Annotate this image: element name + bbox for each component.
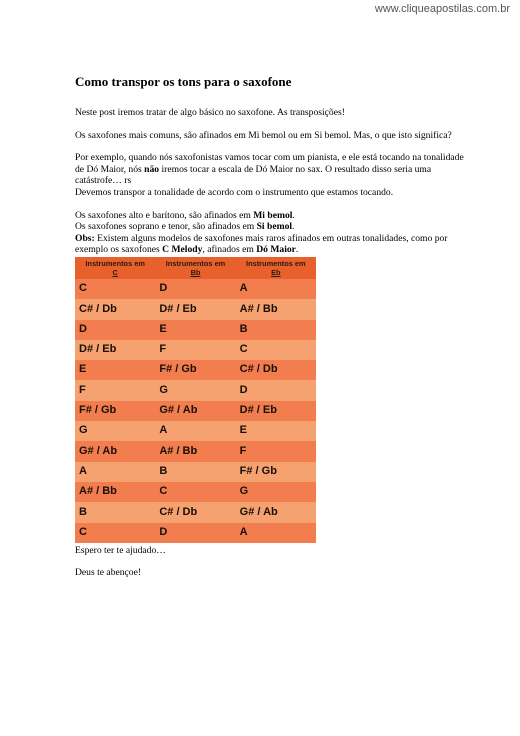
watermark: www.cliqueapostilas.com.br (374, 3, 510, 15)
table-cell: F (155, 340, 235, 360)
table-cell: D (236, 380, 316, 400)
header-eb-key: Eb (271, 267, 281, 277)
table-cell: A# / Bb (236, 299, 316, 319)
closing-line-1: Espero ter te ajudado… (75, 544, 166, 556)
table-cell: D# / Eb (155, 299, 235, 319)
header-c-key: C (112, 267, 118, 277)
table-cell: D (155, 279, 235, 299)
question-paragraph: Os saxofones mais comuns, são afinados em Mi bemol ou em Si bemol. Mas, o que isto significa? (75, 129, 452, 141)
table-row (75, 462, 316, 482)
table-cell: C (155, 482, 235, 502)
table-cell: C (75, 279, 155, 299)
table-row (75, 502, 316, 522)
table-cell: A (155, 421, 235, 441)
table-cell: D (155, 523, 235, 543)
table-cell: F# / Gb (236, 462, 316, 482)
table-cell: G# / Ab (155, 401, 235, 421)
table-row (75, 523, 316, 543)
table-cell: F# / Gb (155, 360, 235, 380)
obs-period: . (295, 244, 299, 256)
header-c-label: Instrumentos em (85, 258, 145, 268)
table-cell: D# / Eb (236, 401, 316, 421)
table-cell: A (236, 523, 316, 543)
alto-key: Mi bemol (253, 209, 293, 221)
table-cell: D# / Eb (75, 340, 155, 360)
table-cell: C (236, 340, 316, 360)
soprano-text: Os saxofones soprano e tenor, são afinados em (75, 221, 257, 233)
obs-text-c: , afinados em (202, 244, 257, 256)
table-cell: C# / Db (155, 502, 235, 522)
obs-paragraph (75, 233, 465, 256)
table-cell: G# / Ab (75, 441, 155, 461)
table-row (75, 299, 316, 319)
table-cell: B (155, 462, 235, 482)
table-cell: F (236, 441, 316, 461)
soprano-tenor-line (75, 221, 465, 233)
table-cell: G (236, 482, 316, 502)
alto-period: . (292, 209, 295, 221)
c-melody: C Melody (162, 244, 203, 256)
table-cell: B (75, 502, 155, 522)
table-cell: A# / Bb (75, 482, 155, 502)
example-emphasis: não (144, 163, 160, 175)
header-c (75, 257, 155, 279)
obs-label: Obs: (75, 232, 95, 244)
header-bb (155, 257, 235, 279)
table-row (75, 482, 316, 502)
table-row (75, 340, 316, 360)
example-paragraph (75, 152, 465, 187)
example-text-c: iremos tocar a escala de Dó Maior no sax. O resultado disso seria uma catástrofe… rs (75, 163, 432, 187)
page-title: Como transpor os tons para o saxofone (75, 74, 292, 89)
table-row (75, 421, 316, 441)
table-cell: C (75, 523, 155, 543)
table-row (75, 441, 316, 461)
do-maior: Dó Maior (256, 244, 296, 256)
transposition-table (75, 257, 316, 543)
example-text-a: Por exemplo, quando nós saxofonistas vamos tocar com um pianista, e ele está tocando na tonalidade de Dó Maior, nós (75, 152, 464, 175)
table-cell: E (236, 421, 316, 441)
table-cell: A (75, 462, 155, 482)
obs-text-a: Existem alguns modelos de saxofones mais raros afinados em outras tonalidades, como por exemplo os saxofones (75, 232, 448, 256)
table-header-row (75, 257, 316, 279)
soprano-period: . (292, 221, 295, 233)
header-bb-key: Bb (190, 267, 201, 277)
table-row (75, 360, 316, 380)
table-cell: G (75, 421, 155, 441)
transpose-instruction: Devemos transpor a tonalidade de acordo com o instrumento que estamos tocando. (75, 186, 394, 198)
table-row (75, 320, 316, 340)
table-cell: A (236, 279, 316, 299)
table-cell: C# / Db (75, 299, 155, 319)
table-cell: B (236, 320, 316, 340)
table-cell: F# / Gb (75, 401, 155, 421)
table-cell: C# / Db (236, 360, 316, 380)
intro-paragraph: Neste post iremos tratar de algo básico no saxofone. As transposições! (75, 107, 345, 118)
table-cell: G# / Ab (236, 502, 316, 522)
table-row (75, 380, 316, 400)
table-cell: A# / Bb (155, 441, 235, 461)
alto-text: Os saxofones alto e barítono, são afinados em (75, 209, 254, 221)
alto-baritone-line (75, 210, 465, 222)
table-cell: E (75, 360, 155, 380)
header-eb (236, 257, 316, 279)
header-bb-label: Instrumentos em (165, 258, 226, 268)
table-cell: G (155, 380, 235, 400)
header-eb-label: Instrumentos em (246, 258, 306, 268)
closing-line-2: Deus te abençoe! (75, 567, 142, 579)
table-row (75, 279, 316, 299)
table-cell: F (75, 380, 155, 400)
table-row (75, 401, 316, 421)
table-cell: D (75, 320, 155, 340)
article (75, 74, 465, 579)
soprano-key: Si bemol (256, 221, 293, 233)
table-cell: E (155, 320, 235, 340)
